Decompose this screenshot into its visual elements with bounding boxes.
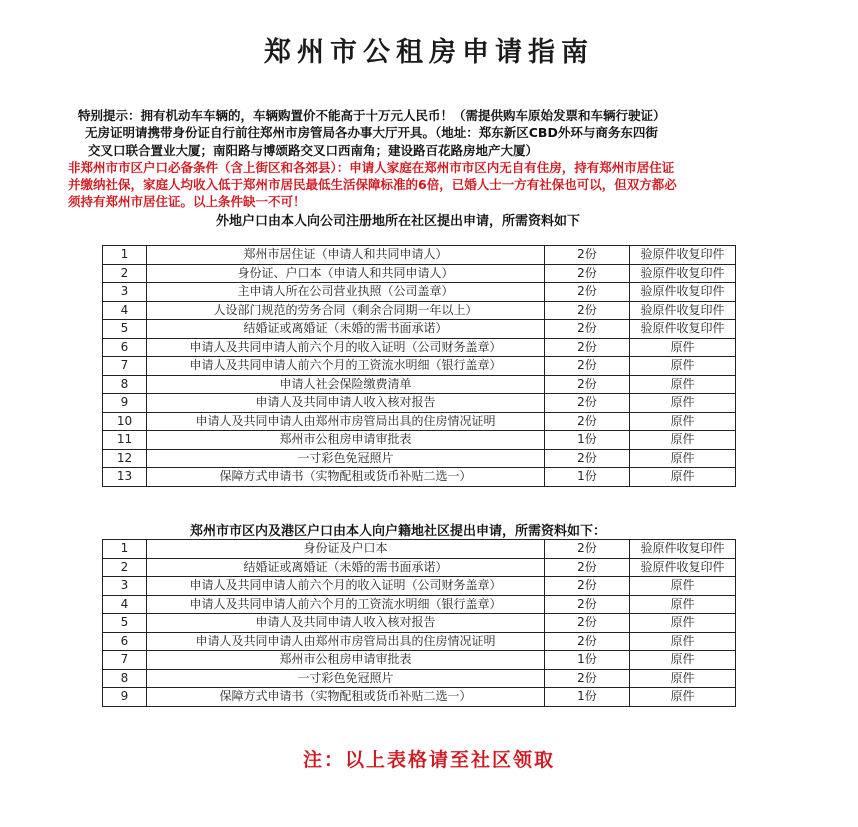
table-row — [103, 412, 736, 431]
row-number: 5 — [103, 614, 147, 633]
notice-eligibility-line-2: 并缴纳社保，家庭人均收入低于郑州市居民最低生活保障标准的6倍，已婚人士一方有社保也可以，但双方都必 — [68, 177, 677, 192]
table-row — [103, 394, 736, 413]
document-name: 申请人及共同申请人由郑州市房管局出具的住房情况证明 — [147, 412, 545, 431]
copy-count: 2份 — [545, 577, 630, 596]
requirement: 原件 — [630, 614, 736, 633]
document-name: 申请人及共同申请人由郑州市房管局出具的住房情况证明 — [147, 632, 545, 651]
document-name: 申请人社会保险缴费清单 — [147, 375, 545, 394]
requirement: 原件 — [630, 595, 736, 614]
table-row — [103, 431, 736, 450]
table-row — [103, 264, 736, 283]
copy-count: 2份 — [545, 264, 630, 283]
table-row — [103, 357, 736, 376]
document-name: 一寸彩色免冠照片 — [147, 449, 545, 468]
row-number: 11 — [103, 431, 147, 450]
notice-housing-proof-address: 交叉口联合置业大厦；南阳路与博颂路交叉口西南角；建设路百花路房地产大厦） — [88, 143, 539, 158]
requirement: 验原件收复印件 — [630, 301, 736, 320]
table-row — [103, 338, 736, 357]
copy-count: 2份 — [545, 375, 630, 394]
copy-count: 2份 — [545, 338, 630, 357]
row-number: 8 — [103, 669, 147, 688]
requirement: 验原件收复印件 — [630, 320, 736, 339]
table-row — [103, 320, 736, 339]
copy-count: 2份 — [545, 558, 630, 577]
table-row — [103, 375, 736, 394]
row-number: 3 — [103, 283, 147, 302]
document-name: 郑州市公租房申请审批表 — [147, 431, 545, 450]
row-number: 12 — [103, 449, 147, 468]
requirement: 原件 — [630, 468, 736, 487]
document-name: 申请人及共同申请人前六个月的工资流水明细（银行盖章） — [147, 357, 545, 376]
copy-count: 1份 — [545, 688, 630, 707]
row-number: 1 — [103, 540, 147, 559]
document-name: 申请人及共同申请人前六个月的收入证明（公司财务盖章） — [147, 338, 545, 357]
row-number: 6 — [103, 632, 147, 651]
copy-count: 2份 — [545, 614, 630, 633]
document-name: 身份证、户口本（申请人和共同申请人） — [147, 264, 545, 283]
table-row — [103, 540, 736, 559]
table-row — [103, 301, 736, 320]
requirement: 原件 — [630, 357, 736, 376]
section1-document-table — [102, 245, 736, 487]
row-number: 6 — [103, 338, 147, 357]
notice-vehicle: 特别提示：拥有机动车车辆的，车辆购置价不能高于十万元人民币！（需提供购车原始发票和车辆行驶证） — [78, 108, 666, 123]
copy-count: 2份 — [545, 412, 630, 431]
table-row — [103, 595, 736, 614]
row-number: 7 — [103, 357, 147, 376]
requirement: 原件 — [630, 431, 736, 450]
section2-heading: 郑州市市区内及港区户口由本人向户籍地社区提出申请，所需资料如下： — [190, 524, 607, 539]
requirement: 原件 — [630, 375, 736, 394]
row-number: 4 — [103, 595, 147, 614]
notice-housing-proof: 无房证明请携带身份证自行前往郑州市房管局各办事大厅开具。（地址：郑东新区CBD外环与商务东四街 — [85, 125, 658, 140]
requirement: 原件 — [630, 651, 736, 670]
notice-eligibility-line-3: 须持有郑州市居住证。以上条件缺一不可！ — [68, 194, 306, 209]
requirement: 原件 — [630, 577, 736, 596]
document-name: 一寸彩色免冠照片 — [147, 669, 545, 688]
row-number: 2 — [103, 558, 147, 577]
table-row — [103, 577, 736, 596]
copy-count: 2份 — [545, 595, 630, 614]
footer-note: 注：以上表格请至社区领取 — [302, 749, 555, 771]
table-row — [103, 468, 736, 487]
row-number: 13 — [103, 468, 147, 487]
document-name: 申请人及共同申请人前六个月的工资流水明细（银行盖章） — [147, 595, 545, 614]
table-row — [103, 614, 736, 633]
document-name: 郑州市居住证（申请人和共同申请人） — [147, 246, 545, 265]
document-name: 申请人及共同申请人收入核对报告 — [147, 394, 545, 413]
table-row — [103, 558, 736, 577]
row-number: 3 — [103, 577, 147, 596]
document-name: 结婚证或离婚证（未婚的需书面承诺） — [147, 558, 545, 577]
requirement: 原件 — [630, 338, 736, 357]
requirement: 原件 — [630, 449, 736, 468]
copy-count: 1份 — [545, 651, 630, 670]
table-row — [103, 632, 736, 651]
row-number: 10 — [103, 412, 147, 431]
copy-count: 2份 — [545, 320, 630, 339]
copy-count: 2份 — [545, 301, 630, 320]
row-number: 5 — [103, 320, 147, 339]
copy-count: 2份 — [545, 449, 630, 468]
copy-count: 2份 — [545, 246, 630, 265]
table-row — [103, 688, 736, 707]
table-row — [103, 669, 736, 688]
copy-count: 2份 — [545, 669, 630, 688]
requirement: 验原件收复印件 — [630, 246, 736, 265]
row-number: 4 — [103, 301, 147, 320]
copy-count: 2份 — [545, 394, 630, 413]
page-title: 郑州市公租房申请指南 — [264, 37, 594, 68]
row-number: 9 — [103, 688, 147, 707]
document-name: 身份证及户口本 — [147, 540, 545, 559]
requirement: 原件 — [630, 394, 736, 413]
document-name: 郑州市公租房申请审批表 — [147, 651, 545, 670]
requirement: 原件 — [630, 669, 736, 688]
document-name: 主申请人所在公司营业执照（公司盖章） — [147, 283, 545, 302]
row-number: 9 — [103, 394, 147, 413]
copy-count: 2份 — [545, 632, 630, 651]
copy-count: 2份 — [545, 540, 630, 559]
table-row — [103, 283, 736, 302]
copy-count: 1份 — [545, 468, 630, 487]
table-row — [103, 651, 736, 670]
copy-count: 2份 — [545, 283, 630, 302]
row-number: 1 — [103, 246, 147, 265]
requirement: 原件 — [630, 412, 736, 431]
document-name: 保障方式申请书（实物配租或货币补贴二选一） — [147, 688, 545, 707]
document-name: 人设部门规范的劳务合同（剩余合同期一年以上） — [147, 301, 545, 320]
document-name: 申请人及共同申请人前六个月的收入证明（公司财务盖章） — [147, 577, 545, 596]
row-number: 2 — [103, 264, 147, 283]
section1-heading: 外地户口由本人向公司注册地所在社区提出申请，所需资料如下 — [216, 214, 581, 229]
requirement: 验原件收复印件 — [630, 540, 736, 559]
row-number: 7 — [103, 651, 147, 670]
copy-count: 1份 — [545, 431, 630, 450]
document-name: 申请人及共同申请人收入核对报告 — [147, 614, 545, 633]
row-number: 8 — [103, 375, 147, 394]
requirement: 验原件收复印件 — [630, 558, 736, 577]
table-row — [103, 246, 736, 265]
section2-document-table — [102, 539, 736, 707]
document-name: 结婚证或离婚证（未婚的需书面承诺） — [147, 320, 545, 339]
requirement: 验原件收复印件 — [630, 264, 736, 283]
requirement: 原件 — [630, 688, 736, 707]
table-row — [103, 449, 736, 468]
requirement: 原件 — [630, 632, 736, 651]
document-name: 保障方式申请书（实物配租或货币补贴二选一） — [147, 468, 545, 487]
requirement: 验原件收复印件 — [630, 283, 736, 302]
copy-count: 2份 — [545, 357, 630, 376]
notice-eligibility-line-1: 非郑州市市区户口必备条件（含上街区和各郊县）：申请人家庭在郑州市市区内无自有住房，持有郑州市居住证 — [68, 160, 675, 175]
